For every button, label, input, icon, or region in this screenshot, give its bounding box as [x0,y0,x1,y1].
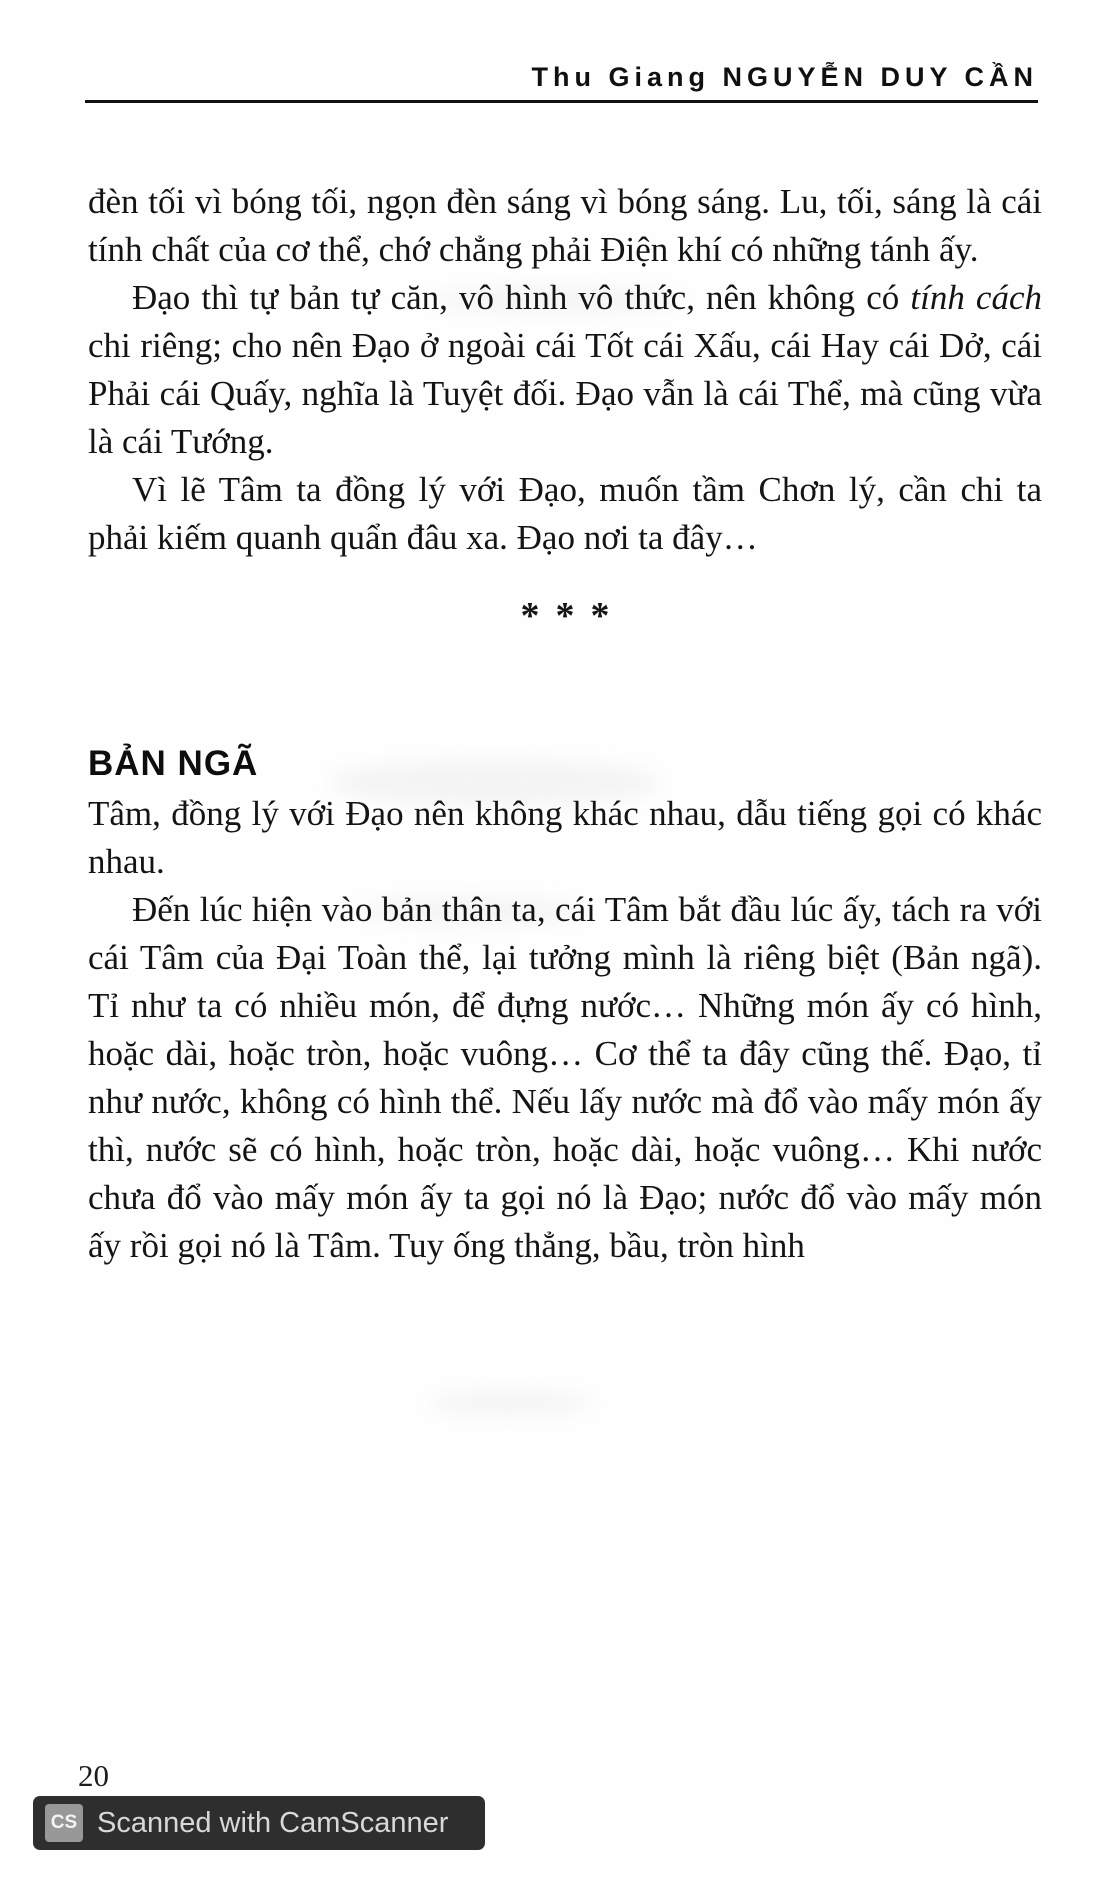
section-separator: *** [520,595,626,637]
camscanner-watermark [33,1796,485,1850]
paragraph-1: đèn tối vì bóng tối, ngọn đèn sáng vì bóng sáng. Lu, tối, sáng là cái tính chất của cơ thể, chớ chẳng phải Điện khí có những tánh ấy. [88,182,1042,269]
scan-artifact [430,1392,590,1414]
body-text [88,178,1042,1270]
paragraph-2-text-start: Đạo thì tự bản tự căn, vô hình vô thức, nên không có [132,278,911,317]
paragraph-3: Vì lẽ Tâm ta đồng lý với Đạo, muốn tầm Chơn lý, cần chi ta phải kiếm quanh quẩn đâu xa. Đạo nơi ta đây… [88,470,1042,557]
paragraph-4: Tâm, đồng lý với Đạo nên không khác nhau, dẫu tiếng gọi có khác nhau. [88,794,1042,881]
section-heading: BẢN NGÃ [88,744,259,783]
paragraph-2 [88,274,1042,466]
camscanner-logo-icon: CS [45,1804,83,1842]
page-number: 20 [78,1758,109,1793]
camscanner-text: Scanned with CamScanner [97,1806,449,1839]
paragraph-5: Đến lúc hiện vào bản thân ta, cái Tâm bắt đầu lúc ấy, tách ra với cái Tâm của Đại Toàn thể, lại tưởng mình là riêng biệt (Bản ngã). Tỉ như ta có nhiều món, để đựng nước… Những món ấy có hình, hoặc dài, hoặc tròn, hoặc vuông… Cơ thể ta đây cũng thế. Đạo, tỉ như nước, không có hình thể. Nếu lấy nước mà đổ vào mấy món ấy thì, nước sẽ có hình, hoặc tròn, hoặc dài, hoặc vuông… Khi nước chưa đổ vào mấy món ấy ta gọi nó là Đạo; nước đổ vào mấy món ấy rồi gọi nó là Tâm. Tuy ống thẳng, bầu, tròn hình [88,890,1042,1265]
paragraph-2-text-end: chi riêng; cho nên Đạo ở ngoài cái Tốt cái Xấu, cái Hay cái Dở, cái Phải cái Quấy, nghĩa là Tuyệt đối. Đạo vẫn là cái Thể, mà cũng vừa là cái Tướng. [88,326,1042,461]
italic-phrase: tính cách [910,278,1042,317]
header-rule [85,100,1038,103]
running-header: Thu Giang NGUYỄN DUY CẦN [531,62,1038,92]
